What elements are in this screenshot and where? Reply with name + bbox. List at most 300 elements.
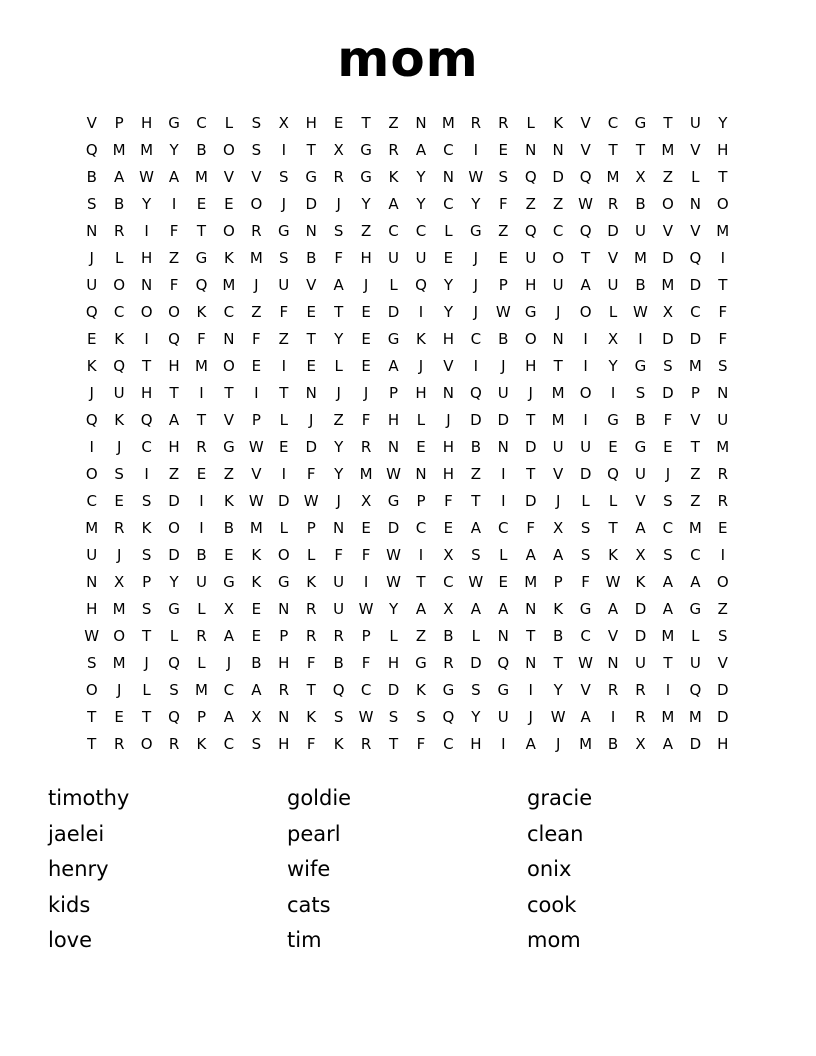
grid-letter: G (634, 357, 647, 375)
grid-letter: B (443, 627, 454, 645)
grid-letter: D (662, 330, 674, 348)
grid-letter: F (306, 735, 316, 753)
grid-letter: G (168, 600, 180, 618)
grid-letter: K (251, 573, 262, 591)
word-list-item: tim (287, 928, 322, 952)
grid-letter: D (497, 411, 510, 429)
grid-letter: U (580, 438, 592, 456)
grid-letter: I (199, 384, 204, 402)
grid-letter: F (306, 654, 316, 672)
grid-letter: D (387, 519, 400, 537)
word-list-item: pearl (287, 821, 341, 846)
grid-letter: T (471, 492, 481, 510)
grid-letter: D (689, 330, 702, 348)
grid-letter: Z (168, 465, 180, 483)
grid-letter: J (501, 357, 506, 375)
grid-letter: M (606, 168, 620, 186)
grid-letter: M (551, 384, 565, 402)
grid-letter: R (306, 600, 317, 618)
grid-letter: P (361, 627, 371, 645)
grid-letter: J (89, 384, 94, 402)
grid-letter: I (281, 357, 286, 375)
grid-letter: L (142, 681, 151, 699)
grid-letter: E (86, 330, 97, 348)
grid-letter: R (113, 222, 125, 240)
grid-letter: D (607, 222, 619, 240)
grid-letter: K (114, 411, 125, 429)
word-list-item: goldie (287, 786, 352, 810)
grid-letter: U (634, 465, 646, 483)
grid-letter: I (144, 330, 149, 348)
grid-letter: M (661, 141, 675, 159)
grid-letter: Q (168, 330, 180, 348)
grid-letter: B (635, 195, 646, 213)
grid-letter: G (634, 114, 647, 132)
grid-letter: F (361, 411, 371, 429)
grid-letter: T (526, 627, 536, 645)
grid-letter: J (89, 249, 94, 267)
grid-letter: P (498, 276, 508, 294)
grid-letter: Q (113, 357, 126, 375)
grid-row (78, 461, 737, 488)
grid-letter: M (140, 141, 154, 159)
grid-letter: M (85, 519, 99, 537)
grid-letter: O (277, 546, 290, 564)
grid-letter: Y (416, 168, 426, 186)
grid-letter: Z (388, 114, 399, 132)
grid-letter: F (416, 735, 426, 753)
grid-letter: H (415, 384, 427, 402)
grid-letter: R (196, 627, 207, 645)
grid-letter: S (251, 735, 262, 753)
grid-letter: V (662, 222, 674, 240)
grid-letter: I (473, 141, 479, 159)
grid-letter: D (634, 600, 647, 618)
grid-letter: J (226, 654, 232, 672)
grid-letter: V (580, 114, 591, 132)
grid-letter: U (86, 546, 98, 564)
grid-letter: N (86, 573, 98, 591)
grid-letter: Q (442, 708, 455, 726)
grid-letter: W (386, 546, 401, 564)
grid-letter: J (281, 195, 286, 213)
grid-letter: O (140, 735, 153, 753)
grid-letter: B (196, 546, 207, 564)
grid-letter: H (442, 438, 455, 456)
grid-letter: H (525, 357, 537, 375)
word-list (48, 781, 767, 959)
grid-letter: B (306, 249, 317, 267)
grid-letter: S (471, 546, 481, 564)
grid-letter: K (306, 573, 317, 591)
grid-letter: I (501, 735, 506, 753)
grid-letter: N (140, 276, 153, 294)
grid-letter: T (608, 141, 618, 159)
grid-letter: N (223, 330, 235, 348)
grid-letter: Y (169, 573, 179, 591)
grid-letter: J (336, 195, 341, 213)
grid-letter: Q (85, 303, 98, 321)
grid-letter: D (524, 438, 537, 456)
grid-letter: H (168, 357, 180, 375)
grid-letter: F (334, 249, 343, 267)
grid-letter: U (497, 384, 509, 402)
grid-letter: P (416, 492, 426, 510)
grid-letter: J (336, 384, 341, 402)
grid-letter: A (168, 168, 180, 186)
grid-letter: N (278, 600, 290, 618)
grid-letter: G (689, 600, 702, 618)
grid-letter: T (361, 114, 371, 132)
grid-letter: Y (169, 141, 179, 159)
grid-letter: Z (278, 330, 289, 348)
grid-letter: D (634, 627, 647, 645)
grid-letter: W (468, 573, 484, 591)
grid-letter: U (333, 600, 345, 618)
grid-letter: U (607, 276, 619, 294)
grid-letter: W (358, 708, 374, 726)
grid-letter: W (386, 573, 401, 591)
grid-letter: D (387, 681, 400, 699)
grid-letter: O (223, 141, 235, 159)
grid-letter: S (333, 222, 344, 240)
grid-letter: D (689, 735, 702, 753)
grid-letter: A (607, 600, 619, 618)
grid-letter: G (634, 438, 647, 456)
grid-letter: V (553, 465, 564, 483)
grid-letter: N (415, 114, 427, 132)
grid-letter: T (718, 168, 728, 186)
grid-letter: R (196, 438, 207, 456)
grid-letter: H (140, 114, 153, 132)
grid-letter: Z (662, 168, 674, 186)
grid-letter: S (663, 492, 673, 510)
grid-letter: L (471, 627, 481, 645)
grid-letter: V (607, 249, 619, 267)
grid-letter: Z (360, 222, 372, 240)
grid-row (78, 245, 737, 272)
grid-letter: S (580, 519, 591, 537)
grid-letter: R (443, 654, 454, 672)
grid-letter: W (358, 600, 374, 618)
grid-letter: N (525, 654, 537, 672)
grid-letter: H (442, 465, 455, 483)
grid-letter: K (388, 168, 399, 186)
grid-letter: K (608, 546, 618, 564)
grid-letter: I (583, 411, 588, 429)
grid-letter: A (580, 708, 591, 726)
grid-letter: H (305, 114, 317, 132)
grid-letter: U (689, 654, 701, 672)
grid-letter: M (112, 141, 126, 159)
grid-letter: T (142, 708, 152, 726)
grid-letter: Z (690, 465, 701, 483)
grid-letter: F (306, 465, 316, 483)
grid-letter: Q (85, 411, 98, 429)
grid-letter: U (195, 573, 207, 591)
grid-letter: H (360, 249, 372, 267)
grid-letter: P (142, 573, 152, 591)
word-list-item: henry (48, 857, 109, 881)
grid-letter: P (279, 627, 289, 645)
grid-letter: F (526, 519, 536, 537)
grid-letter: O (662, 195, 674, 213)
grid-letter: V (607, 627, 619, 645)
grid-letter: U (525, 249, 537, 267)
grid-letter: T (581, 249, 591, 267)
word-list-item: cook (527, 892, 577, 917)
grid-letter: N (552, 330, 564, 348)
grid-letter: U (333, 573, 345, 591)
grid-letter: L (416, 411, 426, 429)
grid-letter: R (251, 222, 262, 240)
grid-letter: M (688, 357, 702, 375)
grid-letter: R (278, 681, 289, 699)
grid-row (78, 137, 737, 164)
grid-row (78, 569, 737, 596)
grid-row (78, 164, 737, 191)
grid-letter: P (690, 384, 700, 402)
grid-letter: U (497, 708, 509, 726)
grid-letter: K (196, 735, 207, 753)
grid-letter: Z (333, 411, 344, 429)
grid-letter: K (306, 708, 317, 726)
grid-letter: J (116, 546, 122, 564)
grid-letter: M (359, 465, 373, 483)
grid-letter: I (583, 357, 588, 375)
grid-letter: W (468, 168, 484, 186)
grid-letter: P (251, 411, 261, 429)
grid-letter: T (526, 411, 536, 429)
grid-row (78, 407, 737, 434)
grid-letter: C (141, 438, 152, 456)
grid-letter: R (168, 735, 180, 753)
grid-letter: O (85, 681, 98, 699)
grid-letter: S (718, 357, 728, 375)
grid-letter: I (418, 303, 424, 321)
grid-letter: Y (718, 114, 728, 132)
grid-letter: X (553, 519, 564, 537)
grid-letter: N (442, 384, 455, 402)
grid-letter: J (446, 411, 451, 429)
grid-letter: A (580, 276, 591, 294)
grid-letter: V (251, 168, 262, 186)
grid-letter: J (473, 249, 479, 267)
grid-letter: Z (251, 303, 262, 321)
grid-letter: C (196, 114, 207, 132)
grid-letter: A (662, 573, 674, 591)
grid-letter: V (86, 114, 97, 132)
grid-letter: M (194, 357, 208, 375)
grid-letter: C (388, 222, 399, 240)
grid-letter: F (498, 195, 508, 213)
grid-letter: C (360, 681, 372, 699)
grid-letter: F (718, 303, 728, 321)
grid-letter: N (525, 141, 537, 159)
grid-letter: H (278, 735, 290, 753)
grid-letter: D (278, 492, 290, 510)
grid-letter: J (665, 465, 671, 483)
grid-letter: G (305, 168, 318, 186)
grid-letter: I (665, 681, 671, 699)
grid-letter: Y (334, 330, 344, 348)
grid-letter: W (578, 654, 594, 672)
grid-letter: E (443, 519, 454, 537)
grid-letter: E (251, 627, 262, 645)
grid-letter: Q (689, 249, 702, 267)
grid-letter: E (114, 708, 124, 726)
grid-letter: C (690, 303, 701, 321)
grid-letter: A (690, 573, 701, 591)
grid-letter: T (526, 465, 536, 483)
grid-letter: V (443, 357, 454, 375)
grid-letter: V (251, 465, 262, 483)
grid-letter: Y (471, 195, 481, 213)
grid-letter: L (581, 492, 590, 510)
grid-letter: Q (168, 708, 180, 726)
grid-letter: L (691, 627, 700, 645)
grid-letter: U (634, 654, 646, 672)
grid-letter: X (635, 735, 646, 753)
grid-letter: C (498, 519, 509, 537)
grid-letter: W (84, 627, 100, 645)
grid-letter: Y (443, 276, 453, 294)
grid-letter: E (663, 438, 673, 456)
grid-letter: O (250, 195, 263, 213)
grid-letter: Y (443, 303, 453, 321)
grid-letter: T (306, 681, 316, 699)
grid-letter: A (223, 627, 235, 645)
grid-letter: G (387, 492, 400, 510)
grid-letter: M (112, 600, 126, 618)
grid-letter: O (579, 384, 592, 402)
grid-letter: G (442, 681, 455, 699)
grid-letter: S (635, 384, 646, 402)
grid-letter: G (579, 600, 592, 618)
word-list-item: wife (287, 857, 331, 881)
grid-letter: Q (579, 222, 592, 240)
grid-letter: M (688, 519, 702, 537)
grid-letter: N (387, 438, 400, 456)
grid-letter: R (113, 735, 125, 753)
grid-letter: R (470, 114, 482, 132)
grid-letter: N (717, 384, 729, 402)
grid-letter: V (306, 276, 317, 294)
grid-letter: K (223, 492, 234, 510)
grid-letter: A (388, 195, 399, 213)
grid-letter: B (196, 141, 207, 159)
grid-letter: M (579, 735, 593, 753)
grid-letter: M (249, 249, 263, 267)
grid-letter: M (688, 708, 702, 726)
grid-letter: R (635, 708, 646, 726)
grid-letter: C (86, 492, 97, 510)
grid-letter: E (196, 195, 207, 213)
grid-letter: E (306, 303, 316, 321)
grid-letter: J (555, 492, 561, 510)
grid-letter: E (279, 438, 289, 456)
grid-row (78, 326, 737, 353)
grid-row (78, 596, 737, 623)
grid-letter: Z (498, 222, 509, 240)
grid-letter: S (663, 357, 673, 375)
grid-letter: E (443, 249, 454, 267)
grid-letter: F (444, 492, 453, 510)
grid-letter: B (498, 330, 509, 348)
grid-letter: T (224, 384, 234, 402)
grid-letter: Q (85, 141, 98, 159)
grid-letter: S (333, 708, 344, 726)
grid-letter: T (142, 357, 152, 375)
grid-letter: L (169, 627, 179, 645)
grid-letter: Y (361, 195, 371, 213)
grid-letter: S (580, 546, 591, 564)
grid-letter: M (249, 519, 263, 537)
grid-letter: B (635, 276, 646, 294)
grid-letter: X (607, 330, 619, 348)
grid-letter: J (528, 708, 533, 726)
grid-letter: C (223, 681, 235, 699)
grid-letter: H (86, 600, 98, 618)
grid-letter: Q (524, 168, 537, 186)
grid-letter: L (444, 222, 453, 240)
grid-letter: I (501, 492, 506, 510)
grid-letter: S (471, 681, 481, 699)
grid-letter: O (113, 627, 126, 645)
grid-letter: W (303, 492, 319, 510)
grid-letter: V (717, 654, 728, 672)
grid-letter: U (689, 114, 701, 132)
grid-letter: A (168, 411, 180, 429)
grid-letter: P (553, 573, 563, 591)
grid-letter: W (248, 438, 264, 456)
grid-letter: M (194, 168, 208, 186)
grid-letter: E (498, 249, 509, 267)
grid-letter: A (251, 681, 262, 699)
grid-letter: S (141, 492, 152, 510)
grid-letter: J (363, 384, 369, 402)
grid-letter: Q (579, 168, 592, 186)
grid-letter: I (528, 681, 533, 699)
grid-letter: U (388, 249, 400, 267)
grid-letter: T (663, 654, 673, 672)
grid-letter: E (498, 141, 509, 159)
grid-letter: C (552, 222, 564, 240)
grid-letter: K (196, 303, 207, 321)
word-list-item: gracie (527, 786, 593, 810)
grid-letter: X (662, 303, 674, 321)
grid-letter: O (168, 303, 180, 321)
grid-letter: D (168, 546, 180, 564)
grid-letter: D (552, 168, 564, 186)
grid-letter: F (169, 276, 179, 294)
grid-letter: M (633, 249, 647, 267)
grid-letter: S (114, 465, 124, 483)
grid-letter: M (661, 276, 675, 294)
grid-letter: H (140, 249, 153, 267)
grid-letter: K (223, 249, 234, 267)
grid-letter: M (441, 114, 455, 132)
grid-letter: R (306, 627, 317, 645)
grid-letter: H (387, 411, 400, 429)
grid-letter: M (716, 222, 730, 240)
grid-row (78, 299, 737, 326)
grid-letter: D (305, 438, 317, 456)
grid-letter: C (690, 546, 701, 564)
grid-letter: U (415, 249, 427, 267)
grid-letter: W (550, 708, 566, 726)
grid-letter: C (443, 735, 454, 753)
